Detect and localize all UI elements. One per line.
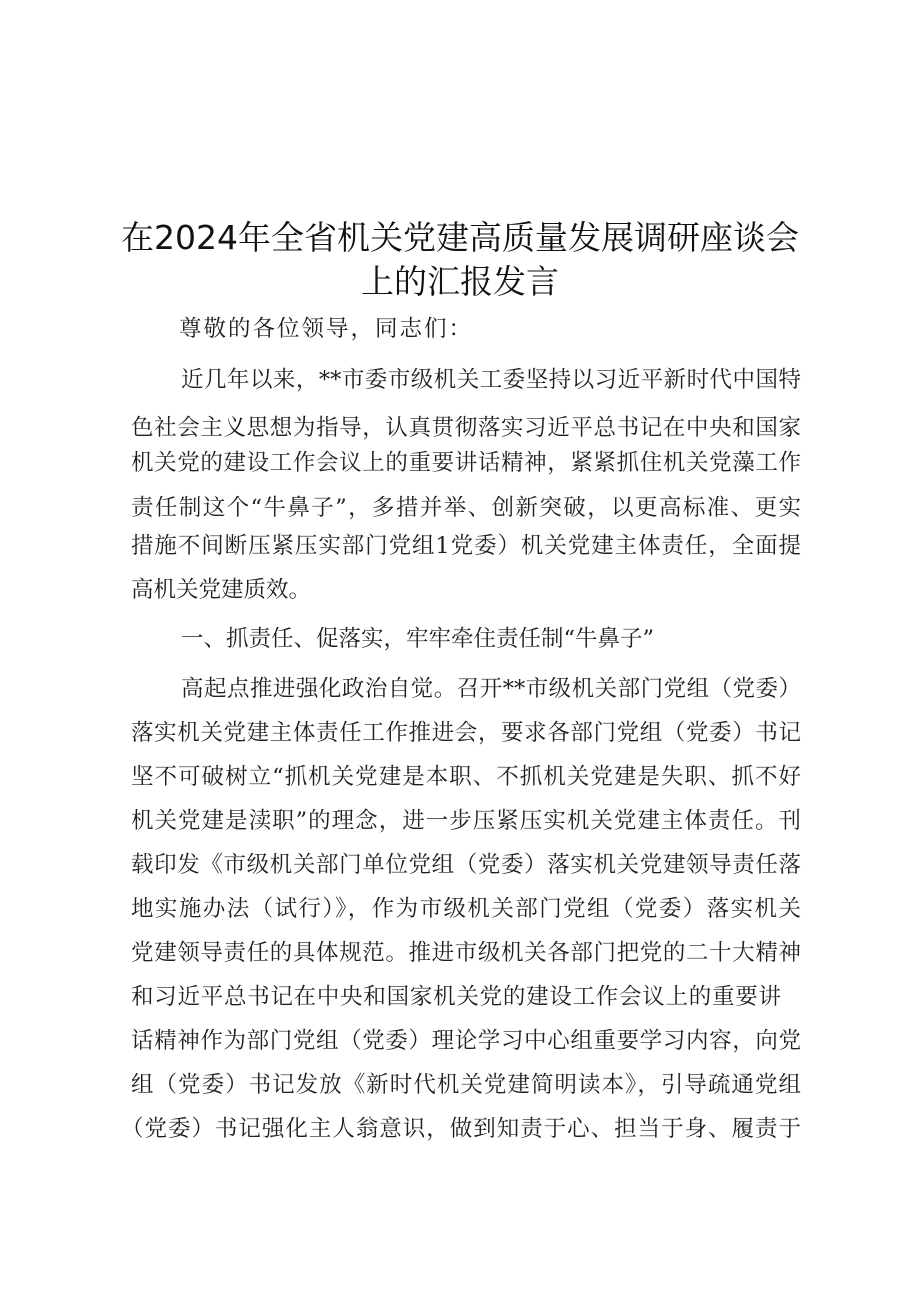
paragraph-2-line-9: 话精神作为部门党组（党委）理论学习中心组重要学习内容，向党 bbox=[131, 1028, 801, 1054]
paragraph-1-line-1: 近几年以来，**市委市级机关工委坚持以习近平新时代中国特 bbox=[181, 367, 801, 393]
salutation: 尊敬的各位领导，同志们： bbox=[179, 316, 474, 342]
paragraph-2-line-8: 和习近平总书记在中央和国家机关党的建设工作会议上的重要讲 bbox=[131, 984, 781, 1010]
paragraph-1-line-4: 责任制这个“牛鼻子”，多措并举、创新突破，以更高标准、更实 bbox=[131, 495, 801, 521]
paragraph-2-line-4: 机关党建是渎职”的理念，进一步压紧压实机关党建主体责任。刊 bbox=[131, 808, 801, 834]
paragraph-1-line-5: 措施不间断压紧压实部门党组1党委）机关党建主体责任，全面提 bbox=[131, 533, 801, 559]
paragraph-2-line-5: 载印发《市级机关部门单位党组（党委）落实机关党建领导责任落 bbox=[131, 852, 801, 878]
paragraph-2-line-11: （党委）书记强化主人翁意识，做到知责于心、担当于身、履责于 bbox=[121, 1116, 801, 1142]
paragraph-2-line-1: 高起点推进强化政治自觉。召开**市级机关部门党组（党委） bbox=[181, 676, 801, 702]
section-heading-1: 一、抓责任、促落实，牢牢牵住责任制“牛鼻子” bbox=[181, 626, 655, 652]
paragraph-1-line-6: 高机关党建质效。 bbox=[131, 577, 312, 603]
paragraph-2-line-7: 党建领导责任的具体规范。推进市级机关各部门把党的二十大精神 bbox=[131, 940, 801, 966]
paragraph-1-line-2: 色社会主义思想为指导，认真贯彻落实习近平总书记在中央和国家 bbox=[131, 415, 801, 441]
paragraph-2-line-2: 落实机关党建主体责任工作推进会，要求各部门党组（党委）书记 bbox=[131, 720, 801, 746]
document-title-line-1: 在2024年全省机关党建高质量发展调研座谈会 bbox=[121, 218, 799, 257]
paragraph-2-line-6: 地实施办法（试行）》，作为市级机关部门党组（党委）落实机关 bbox=[131, 896, 801, 922]
paragraph-2-line-10: 组（党委）书记发放《新时代机关党建简明读本》，引导疏通党组 bbox=[131, 1072, 801, 1098]
paragraph-1-line-3: 机关党的建设工作会议上的重要讲话精神，紧紧抓住机关党藻工作 bbox=[131, 450, 801, 476]
paragraph-2-line-3: 坚不可破树立“抓机关党建是本职、不抓机关党建是失职、抓不好 bbox=[131, 764, 801, 790]
document-title-line-2: 上的汇报发言 bbox=[361, 262, 559, 301]
